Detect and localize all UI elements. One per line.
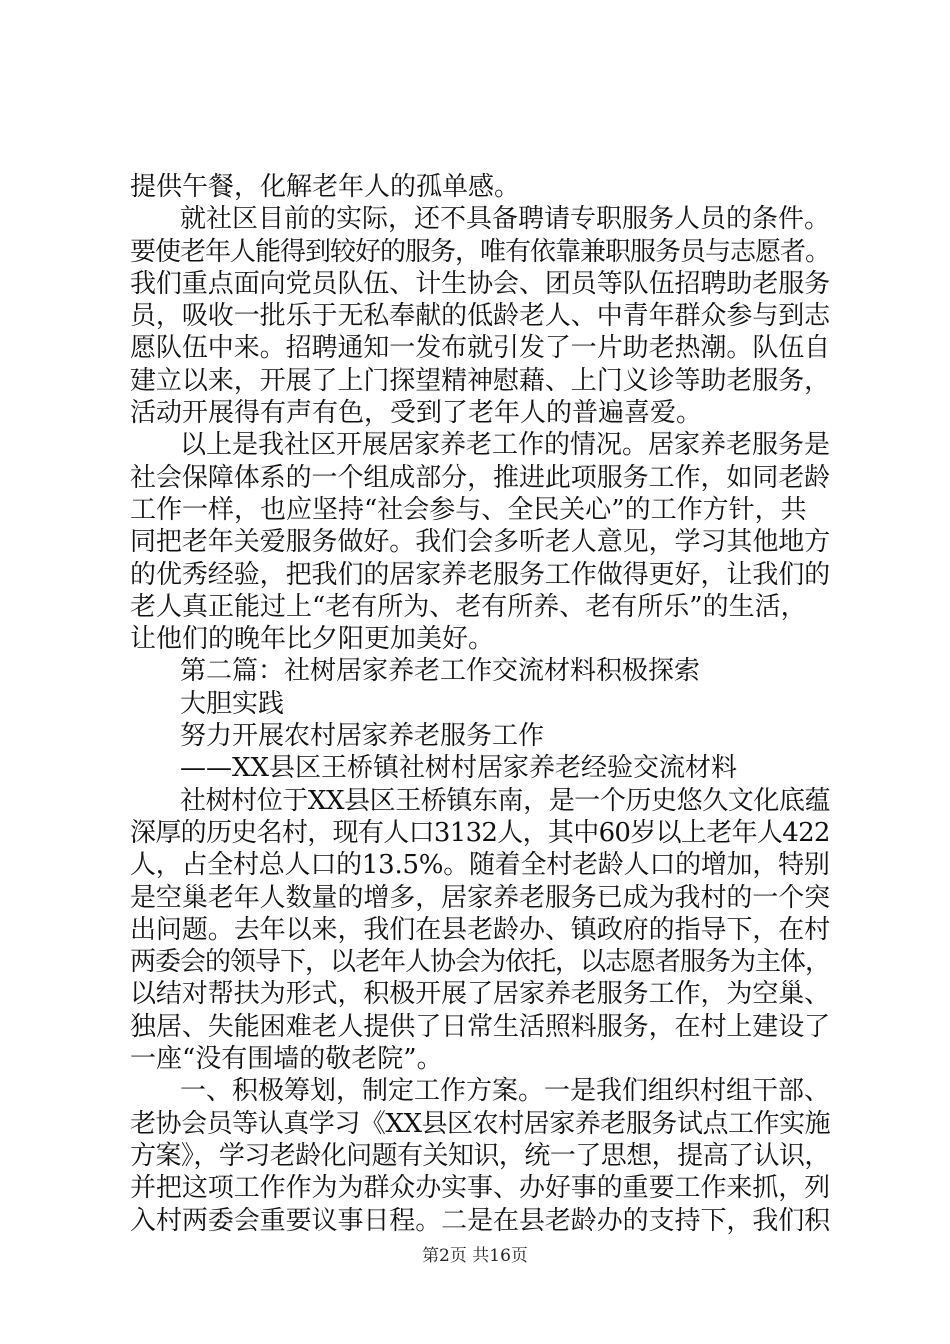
text-line: 入村两委会重要议事日程。二是在县老龄办的支持下，我们积 bbox=[130, 1205, 830, 1236]
text-line: 出问题。去年以来，我们在县老龄办、镇政府的指导下，在村 bbox=[130, 914, 830, 945]
text-line: 大胆实践 bbox=[180, 688, 285, 719]
text-line: 让他们的晚年比夕阳更加美好。 bbox=[130, 624, 495, 655]
text-line: 是空巢老年人数量的增多，居家养老服务已成为我村的一个突 bbox=[130, 882, 830, 913]
text-line: 人，占全村总人口的13.5%。随着全村老龄人口的增加，特别 bbox=[130, 850, 830, 881]
text-line: 建立以来，开展了上门探望精神慰藉、上门义诊等助老服务， bbox=[130, 365, 830, 396]
document-body bbox=[130, 171, 830, 1237]
text-line: 深厚的历史名村，现有人口3132人，其中60岁以上老年人422 bbox=[130, 817, 830, 848]
text-line: 活动开展得有声有色，受到了老年人的普遍喜爱。 bbox=[130, 398, 703, 429]
text-line: 员，吸收一批乐于无私奉献的低龄老人、中青年群众参与到志 bbox=[130, 301, 830, 332]
text-line: 我们重点面向党员队伍、计生协会、团员等队伍招聘助老服务 bbox=[130, 268, 830, 299]
text-line: 老人真正能过上“老有所为、老有所养、老有所乐”的生活， bbox=[130, 591, 807, 622]
text-line: 社会保障体系的一个组成部分，推进此项服务工作，如同老龄 bbox=[130, 462, 830, 493]
text-line: 同把老年关爱服务做好。我们会多听老人意见，学习其他地方 bbox=[130, 527, 830, 558]
text-line: ——XX县区王桥镇社树村居家养老经验交流材料 bbox=[180, 753, 738, 784]
text-line: 要使老年人能得到较好的服务，唯有依靠兼职服务员与志愿者。 bbox=[130, 236, 830, 267]
text-line: 愿队伍中来。招聘通知一发布就引发了一片助老热潮。队伍自 bbox=[130, 333, 830, 364]
text-line: 就社区目前的实际，还不具备聘请专职服务人员的条件。 bbox=[180, 204, 830, 235]
text-line: 第二篇：社树居家养老工作交流材料积极探索 bbox=[180, 656, 701, 687]
text-line: 一、积极筹划，制定工作方案。一是我们组织村组干部、 bbox=[180, 1076, 830, 1107]
text-line: 方案》，学习老龄化问题有关知识，统一了思想，提高了认识， bbox=[130, 1140, 830, 1171]
text-line: 并把这项工作作为为群众办实事、办好事的重要工作来抓，列 bbox=[130, 1173, 830, 1204]
text-line: 提供午餐，化解老年人的孤单感。 bbox=[130, 172, 521, 202]
text-line: 以结对帮扶为形式，积极开展了居家养老服务工作，为空巢、 bbox=[130, 979, 830, 1010]
text-line: 工作一样，也应坚持“社会参与、全民关心”的工作方针，共 bbox=[130, 494, 807, 525]
text-line: 独居、失能困难老人提供了日常生活照料服务，在村上建设了 bbox=[130, 1011, 830, 1042]
text-line: 努力开展农村居家养老服务工作 bbox=[180, 721, 545, 752]
text-line: 两委会的领导下，以老年人协会为依托，以志愿者服务为主体， bbox=[130, 947, 830, 978]
text-line: 老协会员等认真学习《XX县区农村居家养老服务试点工作实施 bbox=[130, 1108, 830, 1139]
text-line: 社树村位于XX县区王桥镇东南，是一个历史悠久文化底蕴 bbox=[180, 785, 830, 816]
text-line: 一座“没有围墙的敬老院”。 bbox=[130, 1044, 443, 1075]
text-line: 以上是我社区开展居家养老工作的情况。居家养老服务是 bbox=[180, 430, 830, 461]
page-footer: 第2页 共16页 bbox=[422, 1246, 528, 1266]
text-line: 的优秀经验，把我们的居家养老服务工作做得更好，让我们的 bbox=[130, 559, 830, 590]
